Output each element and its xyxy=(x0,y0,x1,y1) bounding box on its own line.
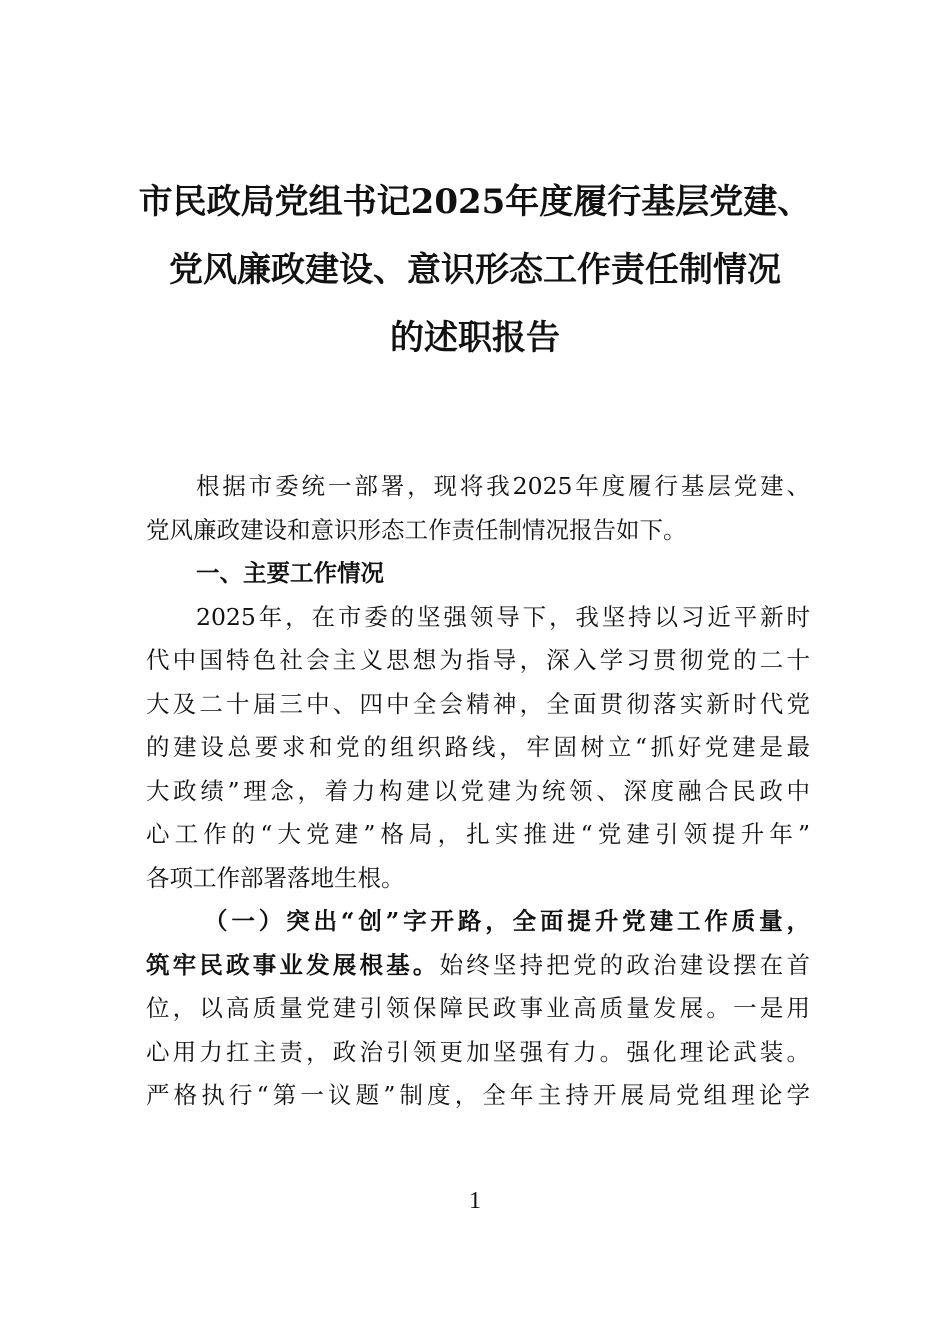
para1-line-1: 2025年，在市委的坚强领导下，我坚持以习近平新时 xyxy=(196,602,810,631)
title-line-3: 的述职报告 xyxy=(390,318,560,358)
document-title xyxy=(120,168,830,372)
page-number: 1 xyxy=(469,1188,481,1214)
para1-line-3: 大及二十届三中、四中全会精神，全面贯彻落实新时代党 xyxy=(146,689,810,718)
intro-line-1: 根据市委统一部署，现将我2025年度履行基层党建、 xyxy=(196,472,810,500)
title-line-2: 党风廉政建设、意识形态工作责任制情况 xyxy=(169,250,781,290)
para1-line-4: 的建设总要求和党的组织路线，牢固树立“抓好党建是最 xyxy=(146,733,810,761)
para1-line-6: 心工作的“大党建”格局，扎实推进“党建引领提升年” xyxy=(146,820,810,848)
subsection-line-2-rest: 始终坚持把党的政治建设摆在首 xyxy=(439,950,810,979)
subsection-heading-line-1: （一）突出“创”字开路，全面提升党建工作质量， xyxy=(204,907,810,935)
subsection-line-2 xyxy=(146,944,810,988)
para2-line-1: 位，以高质量党建引领保障民政事业高质量发展。一是用 xyxy=(146,994,810,1022)
para2-line-3: 严格执行“第一议题”制度，全年主持开展局党组理论学 xyxy=(146,1081,810,1109)
title-line-1: 市民政局党组书记2025年度履行基层党建、 xyxy=(138,182,812,222)
para1-line-5: 大政绩”理念，着力构建以党建为统领、深度融合民政中 xyxy=(146,776,810,805)
para1-line-7: 各项工作部署落地生根。 xyxy=(146,863,405,892)
document-body xyxy=(146,465,810,1118)
para2-line-2: 心用力扛主责，政治引领更加坚强有力。强化理论武装。 xyxy=(146,1037,810,1066)
section-heading: 一、主要工作情况 xyxy=(196,559,384,587)
subsection-heading-line-2: 筑牢民政事业发展根基。 xyxy=(146,950,440,979)
para1-line-2: 代中国特色社会主义思想为指导，深入学习贯彻党的二十 xyxy=(146,646,810,674)
intro-line-2: 党风廉政建设和意识形态工作责任制情况报告如下。 xyxy=(146,515,687,544)
